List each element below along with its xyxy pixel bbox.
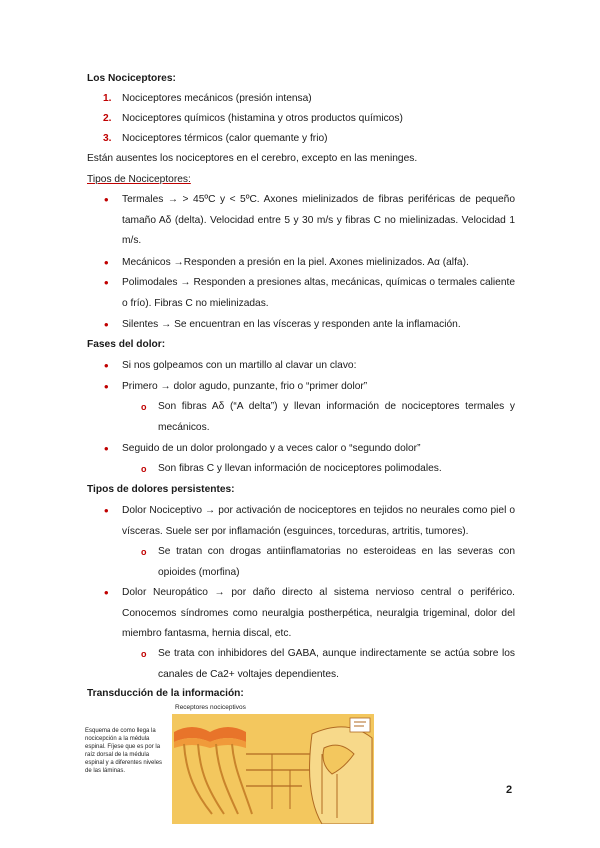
list-number: 1. xyxy=(103,93,112,104)
sub-list-item: Se trata con inhibidores del GABA, aunque indirectamente se actúa sobre los canales de Ca2+ voltajes dependientes. xyxy=(158,648,515,680)
list-item: Seguido de un dolor prolongado y a veces calor o “segundo dolor” xyxy=(122,443,421,454)
list-item: Si nos golpeamos con un martillo al clavar un clavo: xyxy=(122,360,357,371)
list-item: Silentes → Se encuentran en las vísceras y responden ante la inflamación. xyxy=(122,319,461,330)
sub-bullet-icon: o xyxy=(141,402,147,412)
page-number: 2 xyxy=(506,784,513,796)
sub-bullet-icon: o xyxy=(141,649,147,659)
list-item: Dolor Neuropático → por daño directo al sistema nervioso central o periférico. Conocemos síndromes como neuralgia postherpética, neuralgia trigeminal, dolor del miembro fantasma, hernia discal, etc. xyxy=(122,587,515,639)
sub-list-item: Son fibras Aδ (“A delta”) y llevan información de nociceptores termales y mecánicos. xyxy=(158,401,515,433)
bullet-icon: • xyxy=(104,585,109,600)
list-number: 2. xyxy=(103,113,112,124)
list-number: 3. xyxy=(103,133,112,144)
section-title-transduccion: Transducción de la información: xyxy=(87,688,244,699)
section-title-fases-dolor: Fases del dolor: xyxy=(87,339,166,350)
list-item: Termales → > 45ºC y < 5ºC. Axones mielinizados de fibras periféricas de pequeño tamaño Aδ (delta). Velocidad entre 5 y 30 m/s y fibras C no mielinizadas. Velocidad 1 m/s. xyxy=(122,194,515,246)
bullet-icon: • xyxy=(104,255,109,270)
bullet-icon: • xyxy=(104,317,109,332)
list-item: Nociceptores mecánicos (presión intensa) xyxy=(122,93,312,104)
paragraph-note: Están ausentes los nociceptores en el cerebro, excepto en las meninges. xyxy=(87,153,418,164)
sub-bullet-icon: o xyxy=(141,547,147,557)
bullet-icon: • xyxy=(104,275,109,290)
list-item: Dolor Nociceptivo → por activación de nociceptores en tejidos no neurales como piel o vísceras. Suele ser por inflamación (esguinces, torceduras, artritis, tumores). xyxy=(122,505,515,537)
nociceptive-receptors-diagram xyxy=(172,714,374,824)
sub-bullet-icon: o xyxy=(141,464,147,474)
list-item: Primero → dolor agudo, punzante, frio o “primer dolor” xyxy=(122,381,368,392)
bullet-icon: • xyxy=(104,358,109,373)
bullet-icon: • xyxy=(104,192,109,207)
bullet-icon: • xyxy=(104,441,109,456)
sub-list-item: Son fibras C y llevan información de nociceptores polimodales. xyxy=(158,463,442,474)
section-title-nociceptores: Los Nociceptores: xyxy=(87,73,176,84)
figure-title: Receptores nociceptivos xyxy=(175,704,246,711)
sub-list-item: Se tratan con drogas antiinflamatorias no esteroideas en las severas con opioides (morfina) xyxy=(158,546,515,578)
list-item: Mecánicos →Responden a presión en la piel. Axones mielinizados. Aα (alfa). xyxy=(122,257,469,268)
bullet-icon: • xyxy=(104,379,109,394)
section-title-tipos-nociceptores: Tipos de Nociceptores: xyxy=(87,174,191,185)
spinal-cord-diagram-icon xyxy=(172,714,374,824)
list-item: Polimodales → Responden a presiones altas, mecánicas, químicas o termales caliente o frío). Fibras C no mielinizadas. xyxy=(122,277,515,309)
section-title-dolores-persistentes: Tipos de dolores persistentes: xyxy=(87,484,235,495)
figure-caption: Esquema de como llega la nocicepción a la médula espinal. Fíjese que es por la raíz dorsal de la médula espinal y a diferentes niveles de las láminas. xyxy=(85,728,163,774)
list-item: Nociceptores químicos (histamina y otros productos químicos) xyxy=(122,113,403,124)
bullet-icon: • xyxy=(104,503,109,518)
list-item: Nociceptores térmicos (calor quemante y frio) xyxy=(122,133,328,144)
